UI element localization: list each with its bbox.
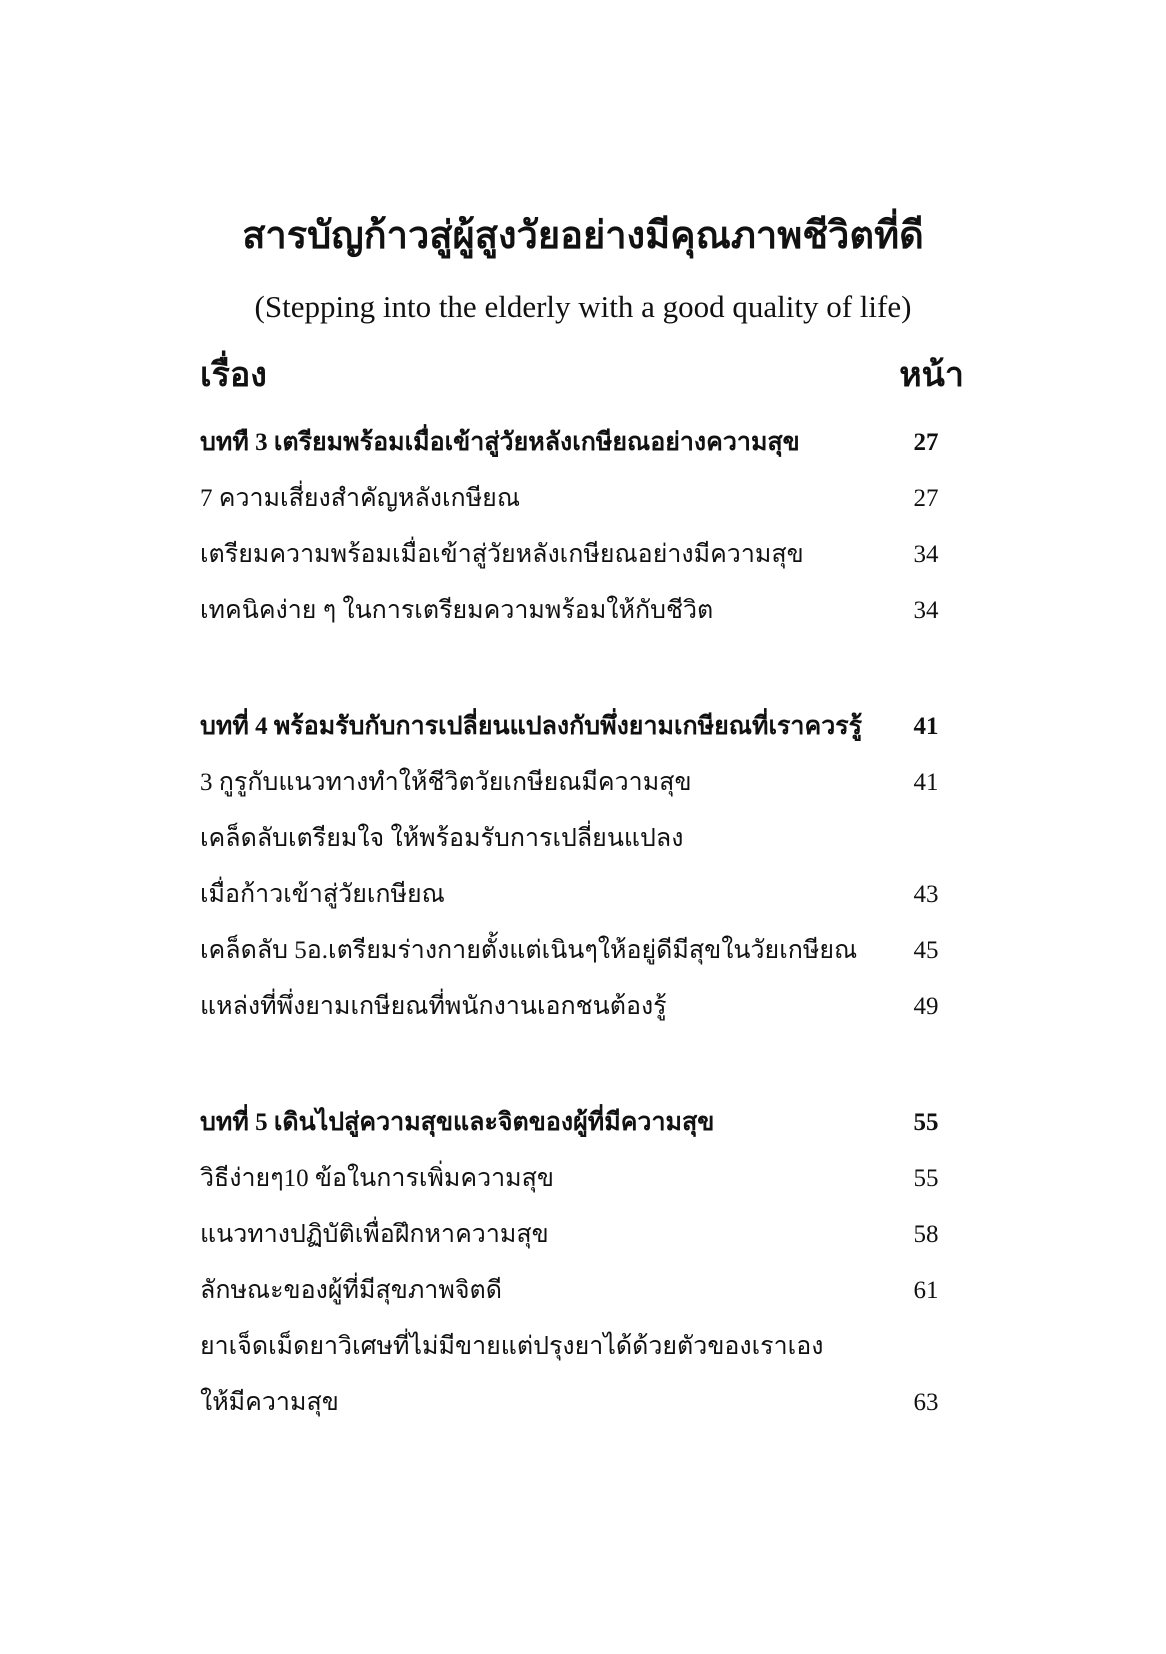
page-number: 34 — [913, 597, 939, 624]
chapter-title: บทที่ 4 พร้อมรับกับการเปลี่ยนแปลงกับพึ่งยามเกษียณที่เราควรรู้ — [200, 713, 863, 740]
page-number: 61 — [913, 1277, 939, 1304]
toc-entry[interactable] — [200, 923, 960, 979]
entry-title: 7 ความเสี่ยงสำคัญหลังเกษียณ — [200, 485, 521, 512]
toc-entry[interactable] — [200, 1375, 960, 1431]
page-number: 43 — [913, 881, 939, 908]
toc-entry[interactable] — [200, 811, 960, 867]
table-of-contents — [200, 415, 960, 1431]
toc-entry[interactable] — [200, 1319, 960, 1375]
entry-title: เคล็ดลับเตรียมใจ ให้พร้อมรับการเปลี่ยนแปลง — [200, 825, 684, 852]
entry-title: เตรียมความพร้อมเมื่อเข้าสู่วัยหลังเกษียณอย่างมีความสุข — [200, 541, 804, 568]
entry-title: วิธีง่ายๆ10 ข้อในการเพิ่มความสุข — [200, 1165, 555, 1192]
subject-column-label: เรื่อง — [200, 357, 267, 394]
toc-chapter-3[interactable] — [200, 415, 960, 471]
entry-title: เทคนิคง่าย ๆ ในการเตรียมความพร้อมให้กับชีวิต — [200, 597, 714, 624]
entry-title: แหล่งที่พึ่งยามเกษียณที่พนักงานเอกชนต้องรู้ — [200, 993, 667, 1020]
section-spacer — [200, 639, 960, 699]
chapter-title: บททื 3 เตรียมพร้อมเมื่อเข้าสู่วัยหลังเกษียณอย่างความสุข — [200, 429, 800, 456]
toc-chapter-4[interactable] — [200, 699, 960, 755]
page-number: 63 — [913, 1389, 939, 1416]
toc-entry[interactable] — [200, 867, 960, 923]
toc-entry[interactable] — [200, 527, 960, 583]
entry-title: 3 กูรูกับแนวทางทำให้ชีวิตวัยเกษียณมีความสุข — [200, 769, 692, 796]
page-number: 27 — [913, 485, 939, 512]
toc-chapter-5[interactable] — [200, 1095, 960, 1151]
chapter-title: บทที่ 5 เดินไปสู่ความสุขและจิตของผู้ที่มีความสุข — [200, 1109, 715, 1136]
page-number: 49 — [913, 993, 939, 1020]
page-number: 41 — [913, 769, 939, 796]
page-number: 55 — [913, 1165, 939, 1192]
entry-title: เคล็ดลับ 5อ.เตรียมร่างกายตั้งแต่เนินๆให้อยู่ดีมีสุขในวัยเกษียณ — [200, 937, 858, 964]
page-number: 41 — [913, 713, 939, 740]
toc-entry[interactable] — [200, 1263, 960, 1319]
entry-title: ยาเจ็ดเม็ดยาวิเศษที่ไม่มีขายแต่ปรุงยาได้ด้วยตัวของเราเอง — [200, 1333, 824, 1360]
page-number: 45 — [913, 937, 939, 964]
toc-entry[interactable] — [200, 1207, 960, 1263]
entry-title: แนวทางปฏิบัติเพื่อฝึกหาความสุข — [200, 1221, 549, 1248]
page-number: 55 — [913, 1109, 939, 1136]
toc-entry[interactable] — [200, 755, 960, 811]
toc-entry[interactable] — [200, 471, 960, 527]
toc-entry[interactable] — [200, 979, 960, 1035]
document-title: สารบัญก้าวสู่ผู้สูงวัยอย่างมีคุณภาพชีวิตที่ดี — [242, 215, 924, 257]
entry-title: ลักษณะของผู้ที่มีสุขภาพจิตดี — [200, 1277, 502, 1304]
entry-title: เมื่อก้าวเข้าสู่วัยเกษียณ — [200, 881, 445, 908]
entry-title: ให้มีความสุข — [200, 1389, 339, 1416]
page-number: 58 — [913, 1221, 939, 1248]
page-number: 27 — [913, 429, 939, 456]
section-spacer — [200, 1035, 960, 1095]
document-subtitle: (Stepping into the elderly with a good quality of life) — [254, 289, 912, 324]
page-number: 34 — [913, 541, 939, 568]
toc-header — [200, 352, 964, 400]
toc-entry[interactable] — [200, 1151, 960, 1207]
page-column-label: หน้า — [899, 357, 964, 394]
toc-entry[interactable] — [200, 583, 960, 639]
